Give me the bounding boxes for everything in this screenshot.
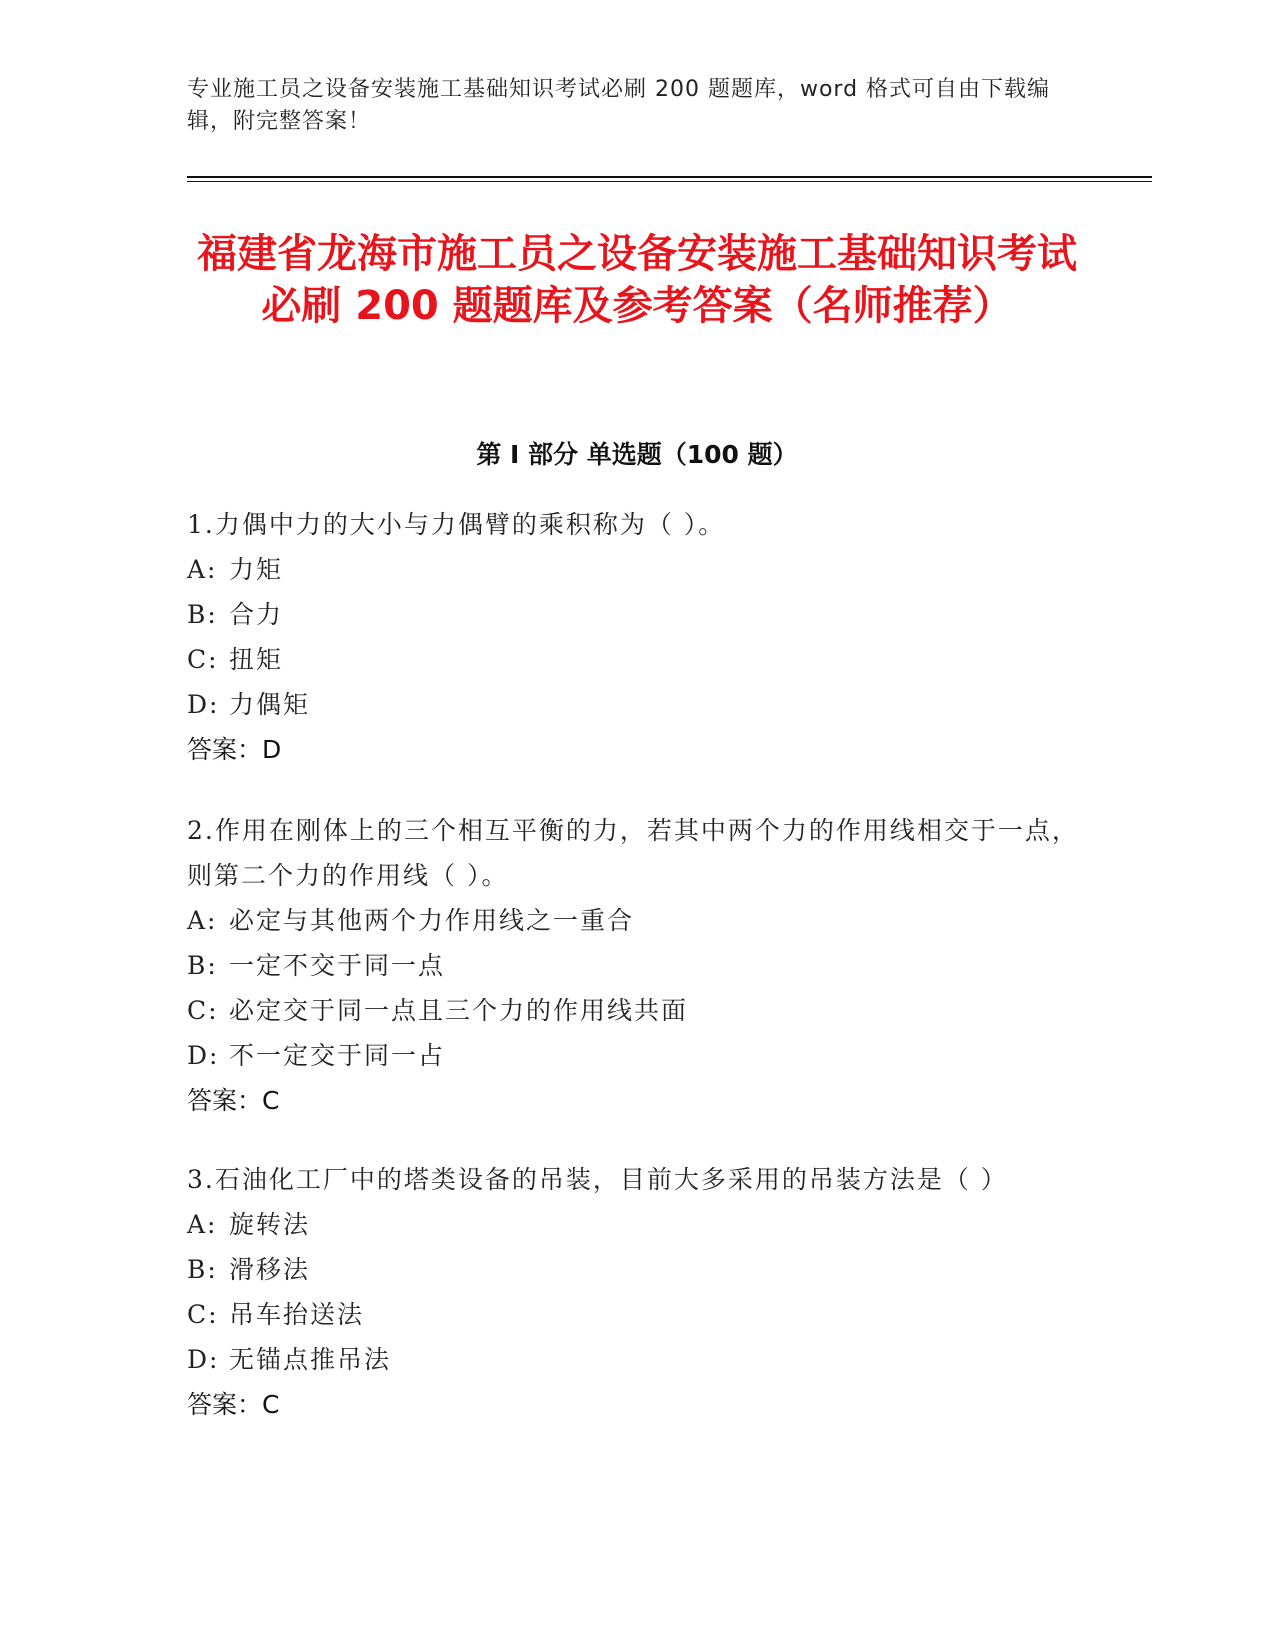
option-text: 合力 — [229, 600, 284, 629]
option-text: 一定不交于同一点 — [229, 951, 446, 980]
header-rule-thick — [187, 176, 1152, 178]
option-letter: D: — [187, 690, 220, 719]
question-text: 2.作用在刚体上的三个相互平衡的力，若其中两个力的作用线相交于一点，则第二个力的作用线（ ）。 — [187, 816, 1079, 890]
option-c — [187, 988, 1087, 1033]
answer: 答案：C — [187, 1086, 280, 1115]
option-letter: C: — [187, 1300, 219, 1329]
document-title: 福建省龙海市施工员之设备安装施工基础知识考试必刷 200 题题库及参考答案（名师推荐） — [197, 231, 1077, 329]
option-letter: B: — [187, 1255, 218, 1284]
option-text: 不一定交于同一占 — [229, 1041, 446, 1070]
option-letter: B: — [187, 600, 218, 629]
option-text: 力矩 — [229, 555, 284, 584]
question-text: 3.石油化工厂中的塔类设备的吊装，目前大多采用的吊装方法是（ ） — [187, 1165, 1008, 1194]
option-c — [187, 637, 1087, 682]
section-heading: 第 I 部分 单选题（100 题） — [476, 440, 798, 469]
option-letter: A: — [187, 555, 218, 584]
answer: 答案：D — [187, 735, 282, 764]
question-2 — [187, 808, 1087, 1123]
option-letter: D: — [187, 1345, 220, 1374]
option-letter: B: — [187, 951, 218, 980]
option-letter: A: — [187, 906, 218, 935]
option-b — [187, 943, 1087, 988]
option-a — [187, 547, 1087, 592]
option-text: 无锚点推吊法 — [229, 1345, 392, 1374]
option-text: 必定与其他两个力作用线之一重合 — [229, 906, 635, 935]
option-letter: A: — [187, 1210, 218, 1239]
option-a — [187, 898, 1087, 943]
option-letter: C: — [187, 996, 219, 1025]
question-3 — [187, 1157, 1087, 1427]
option-d — [187, 682, 1087, 727]
option-c — [187, 1292, 1087, 1337]
option-letter: D: — [187, 1041, 220, 1070]
option-b — [187, 592, 1087, 637]
answer: 答案：C — [187, 1390, 280, 1419]
header-rule-thin — [187, 181, 1152, 182]
header-note: 专业施工员之设备安装施工基础知识考试必刷 200 题题库，word 格式可自由下载编辑，附完整答案！ — [187, 77, 1051, 134]
question-text: 1.力偶中力的大小与力偶臂的乘积称为（ ）。 — [187, 510, 726, 539]
option-letter: C: — [187, 645, 219, 674]
option-text: 吊车抬送法 — [229, 1300, 365, 1329]
option-text: 滑移法 — [229, 1255, 311, 1284]
option-text: 必定交于同一点且三个力的作用线共面 — [229, 996, 689, 1025]
option-text: 扭矩 — [229, 645, 284, 674]
option-b — [187, 1247, 1087, 1292]
question-1 — [187, 502, 1087, 772]
option-text: 力偶矩 — [229, 690, 311, 719]
option-d — [187, 1337, 1087, 1382]
option-text: 旋转法 — [229, 1210, 311, 1239]
option-d — [187, 1033, 1087, 1078]
option-a — [187, 1202, 1087, 1247]
